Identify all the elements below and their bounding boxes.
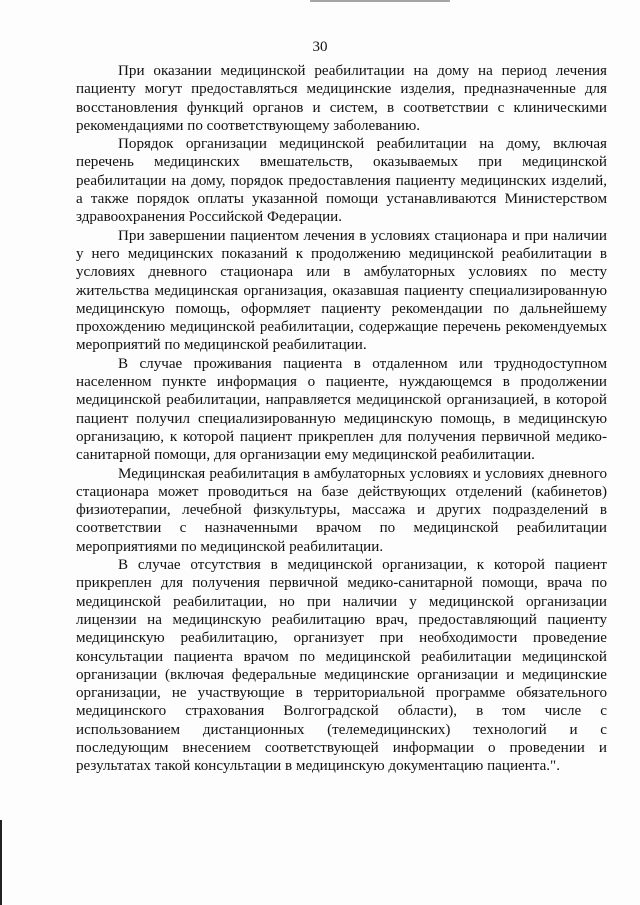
paragraph-home-rehab-procedure: Порядок организации медицинской реабилитации на дому, включая перечень медицинских вмешательств, оказываемых при медицинской реабилитации на дому, порядок предоставления пациенту медицинских изделий, а также порядок оплаты указанной помощи устанавливаются Министерством здравоохранения Российской Федерации. <box>76 136 607 226</box>
page-number: 30 <box>312 39 328 55</box>
paragraph-discharge-recommendations: При завершении пациентом лечения в условиях стационара и при наличии у него медицинских показаний к продолжению медицинской реабилитации в условиях дневного стационара или в амбулаторных условиях по месту жительства медицинская организация, оказавшая пациенту специализированную медицинскую помощь, оформляет пациенту рекомендации по дальнейшему прохождению медицинской реабилитации, содержащие перечень рекомендуемых мероприятий по медицинской реабилитации. <box>76 227 607 354</box>
scan-edge-line <box>0 820 2 905</box>
paragraph-remote-residence: В случае проживания пациента в отдаленном или труднодоступном населенном пункте информация о пациенте, нуждающемся в продолжении медицинской реабилитации, направляется медицинской организацией, в которой пациент получил специализированную медицинскую помощь, в медицинскую организацию, к которой пациент прикреплен для получения первичной медико-санитарной помощи, для организации ему медицинской реабилитации. <box>76 355 607 464</box>
paragraph-home-rehab-devices: При оказании медицинской реабилитации на дому на период лечения пациенту могут предоставляться медицинские изделия, предназначенные для восстановления функций органов и систем, в соответствии с клиническими рекомендациями по соответствующему заболеванию. <box>76 63 607 134</box>
scan-edge-mark <box>310 0 450 2</box>
body-text <box>76 62 607 776</box>
paragraph-consultation: В случае отсутствия в медицинской организации, к которой пациент прикреплен для получения первичной медико-санитарной помощи, врача по медицинской реабилитации, но при наличии у медицинской организации лицензии на медицинскую реабилитацию врач, предоставляющий пациенту медицинскую реабилитацию, организует при необходимости проведение консультации пациента врачом по медицинской реабилитации медицинской организации (включая федеральные медицинские организации и медицинские организации, не участвующие в территориальной программе обязательного медицинского страхования Волгоградской области), в том числе с использованием дистанционных (телемедицинских) технологий и с последующим внесением соответствующей информации о проведении и результатах такой консультации в медицинскую документацию пациента.". <box>76 557 607 775</box>
paragraph-outpatient-rehab: Медицинская реабилитация в амбулаторных условиях и условиях дневного стационара может проводиться на базе действующих отделений (кабинетов) физиотерапии, лечебной физкультуры, массажа и других подразделений в соответствии с назначенными врачом по медицинской реабилитации мероприятиями по медицинской реабилитации. <box>76 465 607 555</box>
